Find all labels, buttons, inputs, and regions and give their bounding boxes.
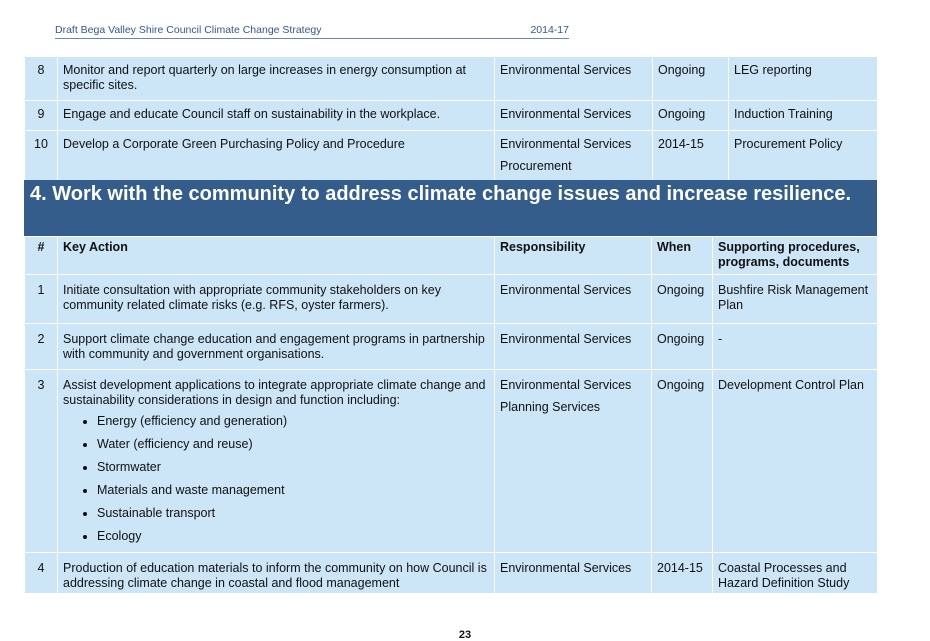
when: Ongoing	[652, 275, 713, 324]
column-header-responsibility: Responsibility	[495, 237, 652, 275]
key-action: Production of education materials to inform the community on how Council is addressing climate change in coastal and flood management	[58, 553, 495, 594]
row-number: 9	[25, 101, 58, 131]
row-number: 10	[25, 131, 58, 182]
supporting-documents: Procurement Policy	[729, 131, 878, 182]
table-row	[25, 131, 878, 182]
column-header-key-action: Key Action	[58, 237, 495, 275]
key-action-text: Assist development applications to integrate appropriate climate change and sustainability considerations in design and function including:	[63, 378, 486, 407]
key-action: Engage and educate Council staff on sustainability in the workplace.	[58, 101, 495, 131]
actions-table-continued	[24, 56, 878, 182]
when: 2014-15	[652, 553, 713, 594]
row-number: 2	[25, 324, 58, 370]
key-action	[58, 370, 495, 553]
page-number: 23	[458, 629, 472, 641]
supporting-documents: -	[713, 324, 878, 370]
page-header	[55, 24, 569, 39]
responsibility-line: Environmental Services	[500, 283, 632, 297]
column-header-when: When	[652, 237, 713, 275]
row-number: 1	[25, 275, 58, 324]
document-years: 2014-17	[530, 24, 569, 36]
list-item: • Sustainable transport	[97, 506, 489, 521]
document-title: Draft Bega Valley Shire Council Climate Change Strategy	[55, 24, 322, 36]
responsibility-line: Environmental Services	[500, 378, 632, 392]
responsibility	[495, 324, 652, 370]
key-action: Develop a Corporate Green Purchasing Policy and Procedure	[58, 131, 495, 182]
when: Ongoing	[652, 370, 713, 553]
key-action: Support climate change education and engagement programs in partnership with community and government organisations.	[58, 324, 495, 370]
responsibility-line: Planning Services	[500, 400, 601, 414]
row-number: 3	[25, 370, 58, 553]
supporting-documents: LEG reporting	[729, 57, 878, 101]
responsibility-line: Procurement	[500, 159, 572, 173]
key-action: Monitor and report quarterly on large increases in energy consumption at specific sites.	[58, 57, 495, 101]
table-row	[25, 324, 878, 370]
list-item: • Stormwater	[97, 460, 489, 475]
responsibility	[495, 553, 652, 594]
supporting-documents: Development Control Plan	[713, 370, 878, 553]
row-number: 8	[25, 57, 58, 101]
table-row	[25, 553, 878, 594]
column-header-number: #	[25, 237, 58, 275]
responsibility-line: Environmental Services	[500, 561, 632, 575]
community-actions-table	[24, 236, 878, 594]
list-item: • Energy (efficiency and generation)	[97, 414, 489, 429]
when: Ongoing	[652, 324, 713, 370]
key-action: Initiate consultation with appropriate community stakeholders on key community related climate risks (e.g. RFS, oyster farmers).	[58, 275, 495, 324]
table-row	[25, 275, 878, 324]
responsibility	[495, 131, 653, 182]
column-header-supporting: Supporting procedures, programs, documents	[713, 237, 878, 275]
consideration-list	[63, 414, 489, 544]
section-heading: 4. Work with the community to address climate change issues and increase resilience.	[24, 180, 877, 236]
when: Ongoing	[653, 101, 729, 131]
list-item: • Materials and waste management	[97, 483, 489, 498]
supporting-documents: Bushfire Risk Management Plan	[713, 275, 878, 324]
table-row	[25, 370, 878, 553]
supporting-documents: Coastal Processes and Hazard Definition Study	[713, 553, 878, 594]
list-item: • Ecology	[97, 529, 489, 544]
when: Ongoing	[653, 57, 729, 101]
responsibility	[495, 57, 653, 101]
list-item: • Water (efficiency and reuse)	[97, 437, 489, 452]
responsibility	[495, 275, 652, 324]
responsibility-line: Environmental Services	[500, 63, 632, 77]
supporting-documents: Induction Training	[729, 101, 878, 131]
table-header-row	[25, 237, 878, 275]
when: 2014-15	[653, 131, 729, 182]
table-row	[25, 101, 878, 131]
responsibility-line: Environmental Services	[500, 107, 632, 121]
responsibility	[495, 101, 653, 131]
table-row	[25, 57, 878, 101]
responsibility	[495, 370, 652, 553]
responsibility-line: Environmental Services	[500, 332, 632, 346]
row-number: 4	[25, 553, 58, 594]
responsibility-line: Environmental Services	[500, 137, 632, 151]
